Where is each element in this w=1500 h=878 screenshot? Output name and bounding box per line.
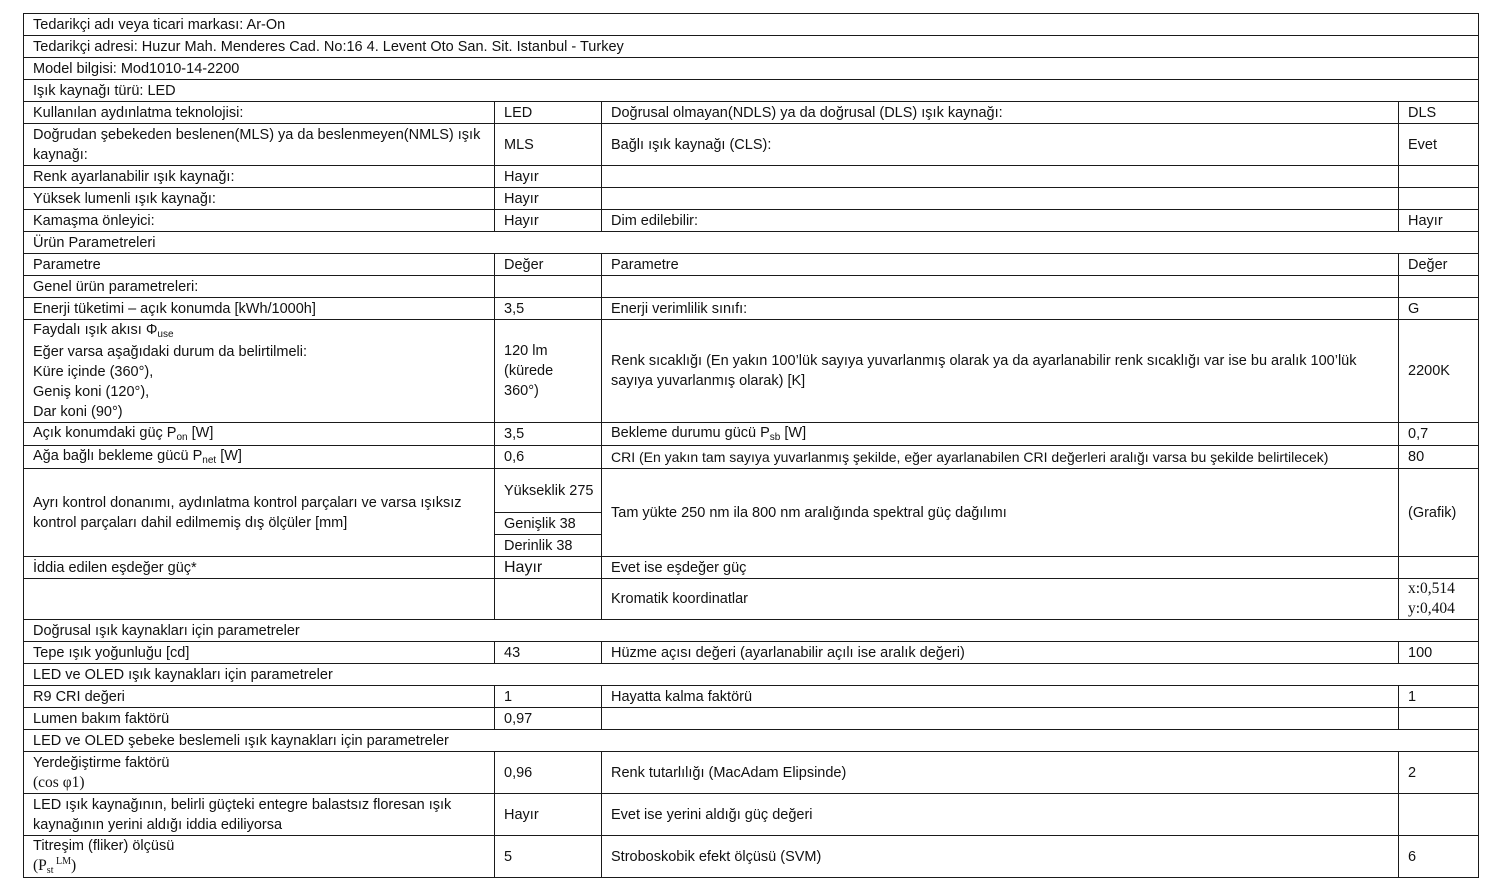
flux-row [24,320,1479,423]
technology-value: LED [495,102,602,124]
energy-consumption-value: 3,5 [495,298,602,320]
parameter-header: Parametre [602,254,1399,276]
cls-label: Bağlı ışık kaynağı (CLS): [602,124,1399,166]
technology-row [24,102,1479,124]
led-section [24,664,1479,686]
flicker-row [24,836,1479,878]
on-power-row [24,423,1479,446]
cls-value: Evet [1399,124,1479,166]
replaces-value: Hayır [495,794,602,836]
empty-cell [1399,794,1479,836]
empty-cell [1399,166,1479,188]
displacement-value: 0,96 [495,752,602,794]
empty-cell [495,276,602,298]
beam-angle-value: 100 [1399,642,1479,664]
cri-value: 80 [1399,446,1479,469]
standby-power-subscript: sb [769,432,781,443]
network-standby-text: Ağa bağlı bekleme gücü P [33,448,203,464]
lumen-maintenance-label: Lumen bakım faktörü [24,708,495,730]
parameter-header-row [24,254,1479,276]
mains-row [24,124,1479,166]
empty-cell [602,188,1399,210]
section-title: LED ve OLED ışık kaynakları için parametreler [24,664,1479,686]
anti-glare-value: Hayır [495,210,602,232]
flicker-text: Titreşim (fliker) ölçüsü [33,838,175,854]
equivalent-power-value: Hayır [495,557,602,579]
model-info: Model bilgisi: Mod1010-14-2200 [24,58,1479,80]
empty-cell [24,579,495,620]
empty-cell [1399,276,1479,298]
lumen-maintenance-row [24,708,1479,730]
dimmable-value: Hayır [1399,210,1479,232]
r9-label: R9 CRI değeri [24,686,495,708]
tunable-label: Renk ayarlanabilir ışık kaynağı: [24,166,495,188]
high-lumen-label: Yüksek lumenli ışık kaynağı: [24,188,495,210]
flicker-formula-subscript: st [46,865,54,876]
standby-power-text: Bekleme durumu gücü P [611,425,770,441]
value-header: Değer [1399,254,1479,276]
supplier-address: Tedarikçi adresi: Huzur Mah. Menderes Cad. No:16 4. Levent Oto San. Sit. Istanbul - Turkey [24,36,1479,58]
model-row [24,58,1479,80]
section-title: Doğrusal ışık kaynakları için parametreler [24,620,1479,642]
on-power-subscript: on [176,432,188,443]
anti-glare-row [24,210,1479,232]
displacement-label [24,752,495,794]
chromaticity-label: Kromatik koordinatlar [602,579,1399,620]
supplier-name: Tedarikçi adı veya ticari markası: Ar-On [24,14,1479,36]
mains-label: Doğrudan şebekeden beslenen(MLS) ya da beslenmeyen(NMLS) ışık kaynağı: [24,124,495,166]
empty-cell [1399,708,1479,730]
empty-cell [1399,557,1479,579]
empty-cell [1399,188,1479,210]
product-parameters-section [24,232,1479,254]
svm-label: Stroboskobik efekt ölçüsü (SVM) [602,836,1399,878]
network-standby-unit: [W] [216,448,242,464]
standby-power-unit: [W] [780,425,807,441]
spectral-distribution-value: (Grafik) [1399,469,1479,557]
flicker-label [24,836,495,878]
flux-title: Faydalı ışık akısı Φ [33,322,158,338]
flux-subscript: use [157,329,174,340]
equivalent-power-label: İddia edilen eşdeğer güç* [24,557,495,579]
survival-factor-label: Hayatta kalma faktörü [602,686,1399,708]
displacement-row [24,752,1479,794]
light-source-type-row [24,80,1479,102]
replaces-label: LED ışık kaynağının, belirli güçteki entegre balastsız floresan ışık kaynağının yerini aldığı iddia ediliyorsa [24,794,495,836]
spectral-distribution-label: Tam yükte 250 nm ila 800 nm aralığında spektral güç dağılımı [602,469,1399,557]
useful-flux-value: 120 lm (kürede 360°) [495,320,602,423]
dimmable-label: Dim edilebilir: [602,210,1399,232]
ndls-dls-value: DLS [1399,102,1479,124]
empty-cell [495,579,602,620]
energy-class-label: Enerji verimlilik sınıfı: [602,298,1399,320]
replaced-power-label: Evet ise yerini aldığı güç değeri [602,794,1399,836]
displacement-formula: (cos φ1) [33,773,85,791]
svm-value: 6 [1399,836,1479,878]
color-temperature-label: Renk sıcaklığı (En yakın 100’lük sayıya yuvarlanmış olarak ya da ayarlanabilir renk sıcaklığı var ise bu aralık 100’lük sayıya yuvarlanmış olarak) [K] [602,320,1399,423]
general-parameters-row [24,276,1479,298]
empty-cell [602,166,1399,188]
color-consistency-label: Renk tutarlılığı (MacAdam Elipsinde) [602,752,1399,794]
equivalent-power-row [24,557,1479,579]
standby-power-label [602,423,1399,446]
equivalent-power-if-yes-label: Evet ise eşdeğer güç [602,557,1399,579]
flicker-value: 5 [495,836,602,878]
network-standby-subscript: net [202,455,217,466]
dimension-depth: Derinlik 38 [495,535,602,557]
flux-details: Eğer varsa aşağıdaki durum da belirtilmeli: Küre içinde (360°), Geniş koni (120°), Dar koni (90°) [33,344,308,420]
color-consistency-value: 2 [1399,752,1479,794]
energy-row [24,298,1479,320]
r9-row [24,686,1479,708]
standby-power-value: 0,7 [1399,423,1479,446]
led-mains-section [24,730,1479,752]
technology-label: Kullanılan aydınlatma teknolojisi: [24,102,495,124]
high-lumen-row [24,188,1479,210]
flicker-formula-open: (P [33,857,47,874]
peak-intensity-label: Tepe ışık yoğunluğu [cd] [24,642,495,664]
peak-intensity-row [24,642,1479,664]
color-temperature-value: 2200K [1399,320,1479,423]
section-title: Ürün Parametreleri [24,232,1479,254]
on-power-label [24,423,495,446]
useful-flux-label [24,320,495,423]
on-power-text: Açık konumdaki güç P [33,425,177,441]
network-standby-row [24,446,1479,469]
dimension-height: Yükseklik 275 [495,469,602,513]
lumen-maintenance-value: 0,97 [495,708,602,730]
supplier-address-row [24,36,1479,58]
cri-label: CRI (En yakın tam sayıya yuvarlanmış şekilde, eğer ayarlanabilen CRI değerleri aralığı varsa bu şekilde belirtilecek) [602,446,1399,469]
chromaticity-y: y:0,404 [1408,600,1455,617]
chromaticity-x: x:0,514 [1408,580,1455,597]
r9-value: 1 [495,686,602,708]
energy-class-value: G [1399,298,1479,320]
chromaticity-row [24,579,1479,620]
dimensions-label: Ayrı kontrol donanımı, aydınlatma kontrol parçaları ve varsa ışıksız kontrol parçaları dahil edilmemiş dış ölçüler [mm] [24,469,495,557]
displacement-text: Yerdeğiştirme faktörü [33,754,170,771]
high-lumen-value: Hayır [495,188,602,210]
light-source-type: Işık kaynağı türü: LED [24,80,1479,102]
dls-section [24,620,1479,642]
network-standby-label [24,446,495,469]
value-header: Değer [495,254,602,276]
beam-angle-label: Hüzme açısı değeri (ayarlanabilir açılı ise aralık değeri) [602,642,1399,664]
product-information-table [23,13,1479,878]
dimensions-row-1 [24,469,1479,513]
on-power-value: 3,5 [495,423,602,446]
on-power-unit: [W] [187,425,214,441]
empty-cell [602,708,1399,730]
replaces-row [24,794,1479,836]
section-title: LED ve OLED şebeke beslemeli ışık kaynakları için parametreler [24,730,1479,752]
anti-glare-label: Kamaşma önleyici: [24,210,495,232]
dimension-width: Genişlik 38 [495,513,602,535]
flicker-formula [33,857,76,874]
energy-consumption-label: Enerji tüketimi – açık konumda [kWh/1000h] [24,298,495,320]
mains-value: MLS [495,124,602,166]
peak-intensity-value: 43 [495,642,602,664]
empty-cell [602,276,1399,298]
general-parameters-label: Genel ürün parametreleri: [24,276,495,298]
network-standby-value: 0,6 [495,446,602,469]
ndls-dls-label: Doğrusal olmayan(NDLS) ya da doğrusal (DLS) ışık kaynağı: [602,102,1399,124]
flicker-formula-close: ) [70,857,77,874]
tunable-value: Hayır [495,166,602,188]
tunable-row [24,166,1479,188]
survival-factor-value: 1 [1399,686,1479,708]
flicker-formula-superscript: LM [53,856,71,867]
parameter-header: Parametre [24,254,495,276]
chromaticity-value [1399,579,1479,620]
supplier-name-row [24,14,1479,36]
